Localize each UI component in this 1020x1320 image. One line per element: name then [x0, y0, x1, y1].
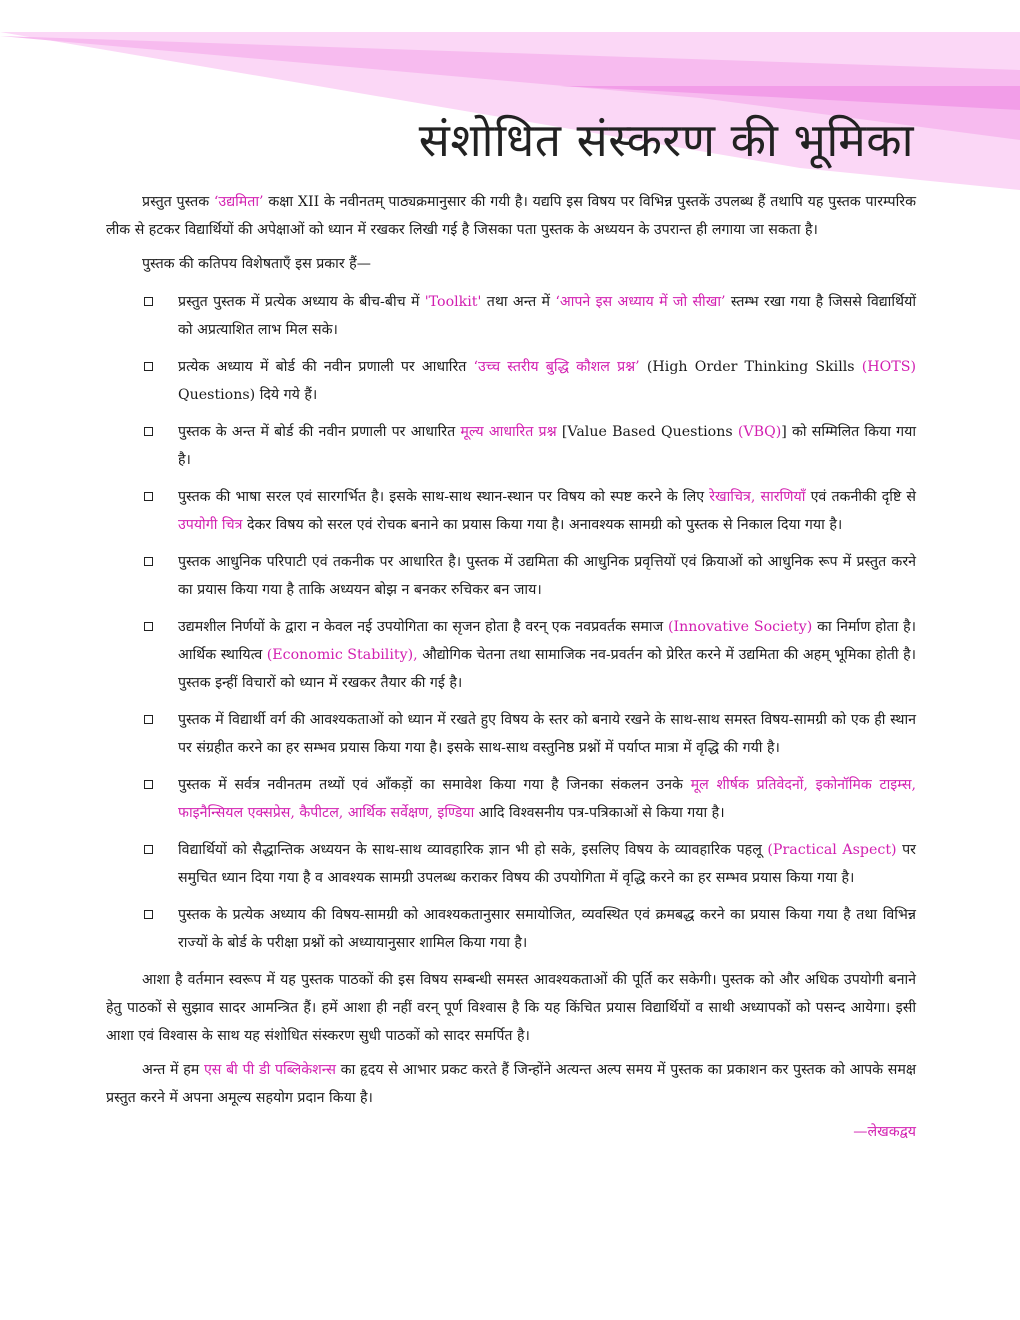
page-title: संशोधित संस्करण की भूमिका — [418, 113, 914, 167]
hollow-square-icon — [144, 845, 153, 854]
features-list — [106, 288, 916, 957]
preface-body — [106, 188, 916, 1160]
hollow-square-icon — [144, 780, 153, 789]
feature-item: उद्यमशील निर्णयों के द्वारा न केवल नई उपयोगिता का सृजन होता है वरन् एक नवप्रवर्तक समाज (Innovative Society) का निर्माण होता है। आर्थिक स्थायित्व (Economic Stability), औद्योगिक चेतना तथा सामाजिक नव-प्रवर्तन को प्रेरित करने में उद्यमिता की अहम् भूमिका होती है। पुस्तक इन्हीं विचारों को ध्यान में रखकर तैयार की गई है। — [106, 613, 916, 697]
signature: —लेखकद्वय — [853, 1124, 916, 1140]
hollow-square-icon — [144, 362, 153, 371]
feature-item: प्रत्येक अध्याय में बोर्ड की नवीन प्रणाली पर आधारित ‘उच्च स्तरीय बुद्धि कौशल प्रश्न’ (High Order Thinking Skills (HOTS) Questions) दिये गये हैं। — [106, 353, 916, 409]
hollow-square-icon — [144, 297, 153, 306]
hollow-square-icon — [144, 910, 153, 919]
feature-item: पुस्तक में विद्यार्थी वर्ग की आवश्यकताओं को ध्यान में रखते हुए विषय के स्तर को बनाये रखने के साथ-साथ समस्त विषय-सामग्री को एक ही स्थान पर संग्रहीत करने का हर सम्भव प्रयास किया गया है। इसके साथ-साथ वस्तुनिष्ठ प्रश्नों में पर्याप्त मात्रा में वृद्धि की गयी है। — [106, 706, 916, 762]
hollow-square-icon — [144, 427, 153, 436]
feature-item: पुस्तक की भाषा सरल एवं सारगर्भित है। इसके साथ-साथ स्थान-स्थान पर विषय को स्पष्ट करने के लिए रेखाचित्र, सारणियाँ एवं तकनीकी दृष्टि से उपयोगी चित्र देकर विषय को सरल एवं रोचक बनाने का प्रयास किया गया है। अनावश्यक सामग्री को पुस्तक से निकाल दिया गया है। — [106, 483, 916, 539]
feature-item: पुस्तक में सर्वत्र नवीनतम तथ्यों एवं आँकड़ों का समावेश किया गया है जिनका संकलन उनके मूल शीर्षक प्रतिवेदनों, इकोनॉमिक टाइम्स, फाइनैन्सियल एक्सप्रेस, कैपीटल, आर्थिक सर्वेक्षण, इण्डिया आदि विश्वसनीय पत्र-पत्रिकाओं से किया गया है। — [106, 771, 916, 827]
features-intro: पुस्तक की कतिपय विशेषताएँ इस प्रकार हैं— — [142, 256, 371, 272]
feature-item: पुस्तक आधुनिक परिपाटी एवं तकनीक पर आधारित है। पुस्तक में उद्यमिता की आधुनिक प्रवृत्तियों एवं क्रियाओं को आधुनिक रूप में प्रस्तुत करने का प्रयास किया गया है ताकि अध्ययन बोझ न बनकर रुचिकर बन जाय। — [106, 548, 916, 604]
closing-paragraph: आशा है वर्तमान स्वरूप में यह पुस्तक पाठकों की इस विषय सम्बन्धी समस्त आवश्यकताओं की पूर्ति कर सकेगी। पुस्तक को और अधिक उपयोगी बनाने हेतु पाठकों से सुझाव सादर आमन्त्रित हैं। हमें आशा ही नहीं वरन् पूर्ण विश्वास है कि यह किंचित प्रयास विद्यार्थियों व साथी अध्यापकों को पसन्द आयेगा। इसी आशा एवं विश्वास के साथ यह संशोधित संस्करण सुधी पाठकों को सादर समर्पित है। — [106, 972, 916, 1044]
feature-item: प्रस्तुत पुस्तक में प्रत्येक अध्याय के बीच-बीच में 'Toolkit' तथा अन्त में ‘आपने इस अध्याय में जो सीखा’ स्तम्भ रखा गया है जिससे विद्यार्थियों को अप्रत्याशित लाभ मिल सके। — [106, 288, 916, 344]
publisher-name: एस बी पी डी पब्लिकेशन्स — [203, 1062, 336, 1078]
thanks-paragraph: अन्त में हम एस बी पी डी पब्लिकेशन्स का हृदय से आभार प्रकट करते हैं जिन्होंने अत्यन्त अल्प समय में पुस्तक का प्रकाशन कर पुस्तक को आपके समक्ष प्रस्तुत करने में अपना अमूल्य सहयोग प्रदान किया है। — [106, 1062, 917, 1106]
opening-paragraph: प्रस्तुत पुस्तक ‘उद्यमिता’ कक्षा XII के नवीनतम् पाठ्यक्रमानुसार की गयी है। यद्यपि इस विषय पर विभिन्न पुस्तकें उपलब्ध हैं तथापि यह पुस्तक पारम्परिक लीक से हटकर विद्यार्थियों की अपेक्षाओं को ध्यान में रखकर लिखी गई है जिसका पता पुस्तक के अध्ययन के उपरान्त ही लगाया जा सकता है। — [106, 194, 916, 238]
hollow-square-icon — [144, 622, 153, 631]
hollow-square-icon — [144, 715, 153, 724]
book-name: ‘उद्यमिता’ — [213, 194, 264, 210]
feature-item: पुस्तक के अन्त में बोर्ड की नवीन प्रणाली पर आधारित मूल्य आधारित प्रश्न [Value Based Questions (VBQ)] को सम्मिलित किया गया है। — [106, 418, 916, 474]
hollow-square-icon — [144, 492, 153, 501]
feature-item: पुस्तक के प्रत्येक अध्याय की विषय-सामग्री को आवश्यकतानुसार समायोजित, व्यवस्थित एवं क्रमबद्ध करने का प्रयास किया गया है तथा विभिन्न राज्यों के बोर्ड के परीक्षा प्रश्नों को अध्यायानुसार शामिल किया गया है। — [106, 901, 916, 957]
feature-item: विद्यार्थियों को सैद्धान्तिक अध्ययन के साथ-साथ व्यावहारिक ज्ञान भी हो सके, इसलिए विषय के व्यावहारिक पहलू (Practical Aspect) पर समुचित ध्यान दिया गया है व आवश्यक सामग्री उपलब्ध कराकर विषय की उपयोगिता में वृद्धि करने का हर सम्भव प्रयास किया गया है। — [106, 836, 916, 892]
hollow-square-icon — [144, 557, 153, 566]
